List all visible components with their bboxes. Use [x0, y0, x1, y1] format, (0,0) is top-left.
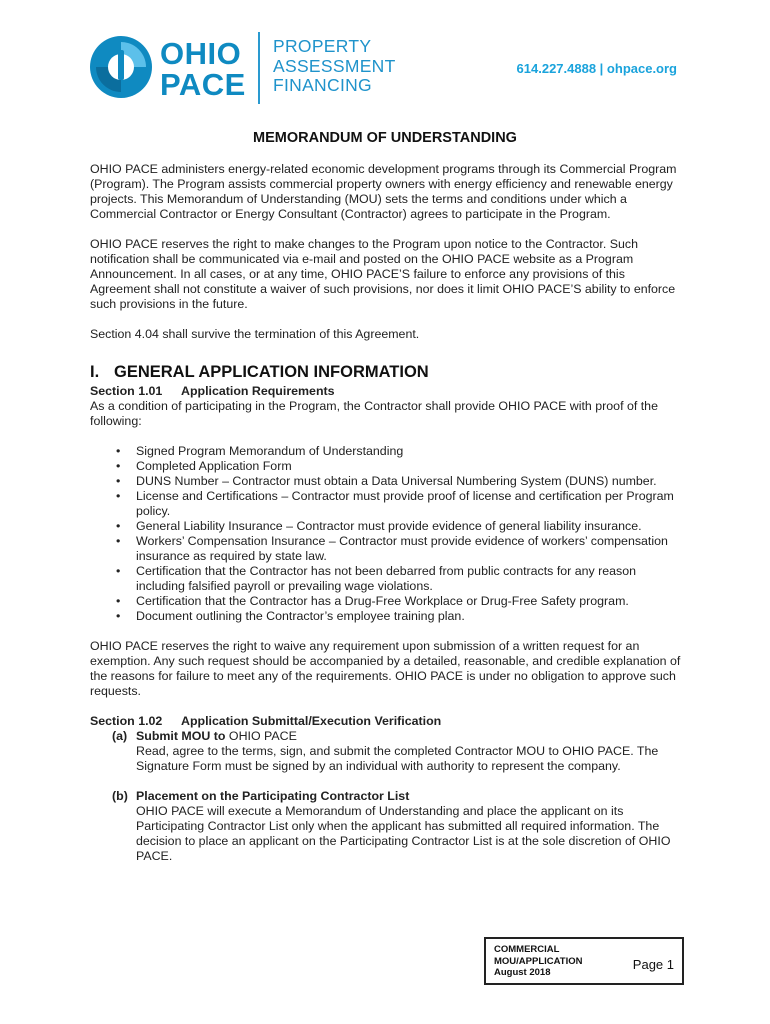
- subsection-a-title: [112, 729, 682, 744]
- list-item: • Completed Application Form: [136, 459, 682, 474]
- section-heading-1-02: [90, 714, 682, 729]
- footer-line-3: August 2018: [494, 967, 551, 978]
- subsection-a: [90, 729, 682, 774]
- section-lead: As a condition of participating in the Program, the Contractor shall provide OHIO PACE with proof of the following:: [90, 399, 658, 428]
- document-body: [90, 162, 682, 864]
- footer-doc-info: [494, 944, 583, 979]
- ohio-pace-logo: [88, 30, 398, 106]
- list-item: • Certification that the Contractor has a Drug-Free Workplace or Drug-Free Safety program.: [136, 594, 682, 609]
- page-number: Page 1: [632, 957, 674, 972]
- part-number: I.: [90, 363, 100, 381]
- subsection-a-text: Read, agree to the terms, sign, and submit the completed Contractor MOU to OHIO PACE. The Signature Form must be signed by an individual with authority to represent the company.: [136, 744, 659, 773]
- subsection-b: [90, 789, 682, 864]
- intro-paragraph-1: OHIO PACE administers energy-related economic development programs through its Commercial Program (Program). The Program assists commercial property owners with energy efficiency and renewable energy projects. This Memorandum of Understanding (MOU) sets the terms and conditions under which a Commercial Contractor or Energy Consultant (Contractor) agrees to participate in the Program.: [90, 162, 677, 221]
- logo-wordmark: [160, 38, 246, 100]
- subsection-tag: (a): [112, 729, 128, 743]
- ohio-pace-logo-icon: [88, 34, 154, 100]
- logo-tagline-line1: PROPERTY: [273, 36, 372, 56]
- footer-box: [484, 937, 684, 985]
- section-number: Section 1.01: [90, 384, 163, 398]
- list-item: • General Liability Insurance – Contractor must provide evidence of general liability insurance.: [136, 519, 682, 534]
- list-item: • Document outlining the Contractor’s employee training plan.: [136, 609, 682, 624]
- list-item: • Certification that the Contractor has not been debarred from public contracts for any reason including falsified payroll or prevailing wage violations.: [136, 564, 682, 594]
- list-item: • Signed Program Memorandum of Understanding: [136, 444, 682, 459]
- intro-paragraph-3: Section 4.04 shall survive the termination of this Agreement.: [90, 327, 420, 341]
- section-heading-1-01: [90, 384, 682, 399]
- subsection-a-title-rest: OHIO PACE: [225, 729, 297, 743]
- section-number: Section 1.02: [90, 714, 163, 728]
- part-title: GENERAL APPLICATION INFORMATION: [114, 363, 429, 381]
- subsection-tag: (b): [112, 789, 128, 803]
- logo-tagline: [273, 37, 396, 96]
- list-item: • DUNS Number – Contractor must obtain a Data Universal Numbering System (DUNS) number.: [136, 474, 682, 489]
- requirements-list: [90, 444, 682, 624]
- logo-tagline-line3: FINANCING: [273, 75, 372, 95]
- intro-paragraph-2: OHIO PACE reserves the right to make changes to the Program upon notice to the Contractor. Such notification shall be communicated via e-mail and posted on the OHIO PACE website as a Program Announcement. In all cases, or at any time, OHIO PACE’S failure to enforce any provisions of this Agreement shall not constitute a waiver of such provisions, nor does it limit OHIO PACE’S ability to enforce such provisions in the future.: [90, 237, 676, 311]
- footer-line-1: COMMERCIAL: [494, 944, 560, 955]
- subsection-a-title-bold: Submit MOU to: [136, 729, 226, 743]
- list-item: • Workers’ Compensation Insurance – Contractor must provide evidence of workers’ compensation insurance as required by state law.: [136, 534, 682, 564]
- contact-info: 614.227.4888 | ohpace.org: [516, 61, 677, 76]
- logo-pace: PACE: [160, 67, 246, 102]
- part-heading: [90, 363, 682, 382]
- logo-divider: [258, 32, 260, 104]
- logo-ohio: OHIO: [160, 36, 242, 71]
- list-item: • License and Certifications – Contractor must provide proof of license and certification per Program policy.: [136, 489, 682, 519]
- footer-line-2: MOU/APPLICATION: [494, 955, 583, 967]
- section-title: Application Requirements: [181, 384, 335, 398]
- section-title: Application Submittal/Execution Verification: [181, 714, 442, 728]
- subsection-b-title: [112, 789, 682, 804]
- waiver-paragraph: OHIO PACE reserves the right to waive any requirement upon submission of a written request for an exemption. Any such request should be accompanied by a detailed, reasonable, and credible explanation of the reasons for failure to meet any of the requirements. OHIO PACE is under no obligation to approve such requests.: [90, 639, 681, 698]
- subsection-b-text: OHIO PACE will execute a Memorandum of Understanding and place the applicant on its Participating Contractor List only when the applicant has submitted all required information. The decision to place an applicant on the Participating Contractor List is at the sole discretion of OHIO PACE.: [136, 804, 671, 863]
- document-title: MEMORANDUM OF UNDERSTANDING: [253, 130, 517, 146]
- subsection-b-title-text: Placement on the Participating Contractor List: [136, 789, 410, 803]
- logo-tagline-line2: ASSESSMENT: [273, 55, 396, 76]
